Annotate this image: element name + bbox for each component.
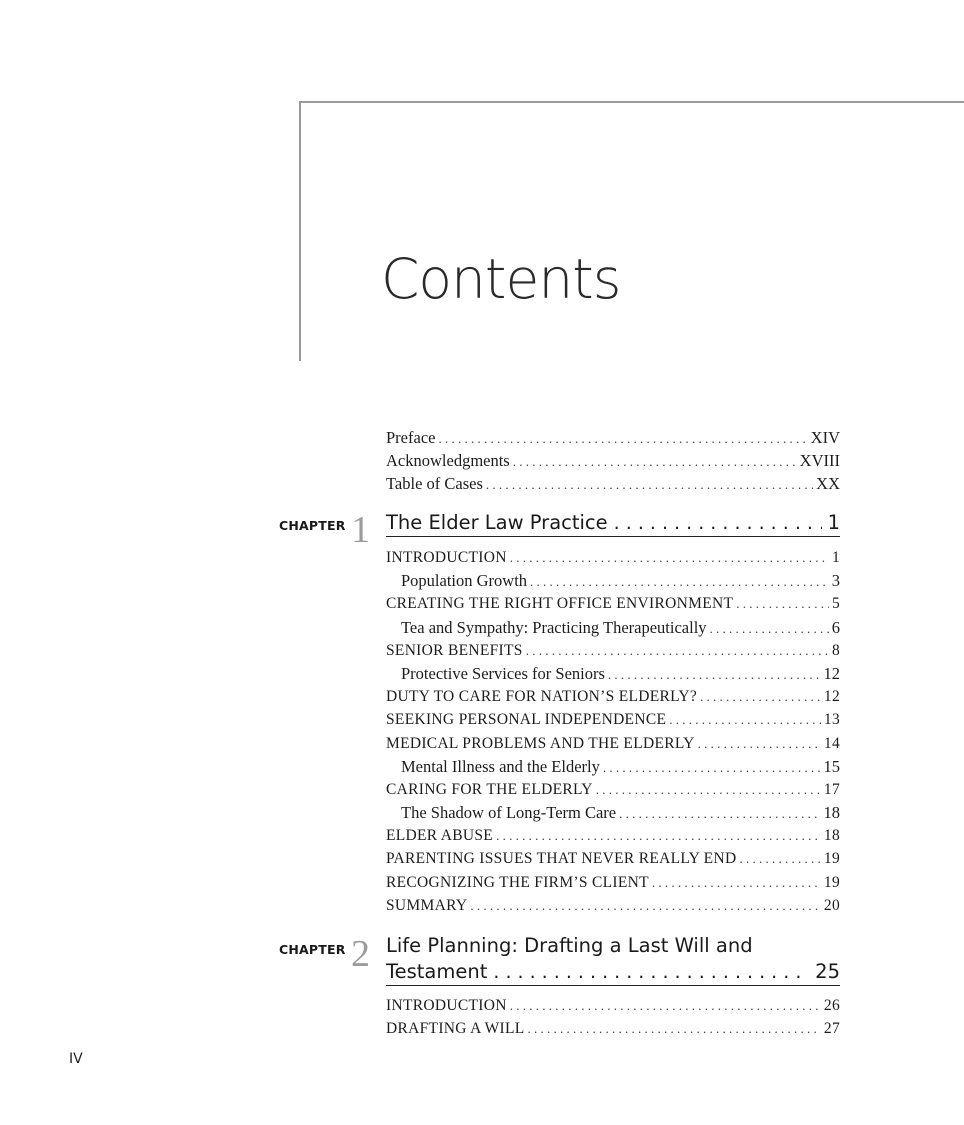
toc-entry-title: CARING FOR THE ELDERLY: [386, 780, 593, 798]
toc-entry-acknowledgments[interactable]: [386, 449, 840, 472]
dot-leader: [698, 732, 821, 755]
chapter-1-heading[interactable]: [386, 510, 840, 537]
toc-entry-page: 3: [831, 571, 840, 591]
dot-leader: [438, 427, 807, 450]
toc-entry-page: 26: [823, 997, 840, 1014]
toc-entry-page: XVIII: [799, 451, 840, 471]
toc-entry-preface[interactable]: [386, 426, 840, 449]
page-title: Contents: [381, 247, 621, 311]
toc-entry-page: 27: [823, 1020, 840, 1038]
chapter-2-number: 2: [351, 933, 370, 975]
toc-entry[interactable]: [386, 662, 840, 685]
toc-entry-title: MEDICAL PROBLEMS AND THE ELDERLY: [386, 734, 695, 752]
chapter-title: The Elder Law Practice: [386, 511, 608, 534]
chapter-1-label: CHAPTER: [279, 518, 346, 533]
toc-entry-page: 12: [823, 663, 840, 683]
toc-entry[interactable]: [386, 894, 840, 917]
toc-entry-title: Table of Cases: [386, 474, 483, 494]
chapter-title-line-1: Life Planning: Drafting a Last Will and: [386, 934, 753, 957]
toc-entry-title: Mental Illness and the Elderly: [401, 756, 600, 776]
chapter-2-label: CHAPTER: [279, 942, 346, 957]
toc-entry-page: 17: [823, 780, 840, 798]
toc-entry-title: SENIOR BENEFITS: [386, 641, 523, 659]
chapter-page: 1: [827, 511, 840, 534]
toc-entry-page: 8: [831, 641, 840, 659]
front-matter-list: [386, 426, 840, 496]
toc-entry[interactable]: [386, 639, 840, 662]
dot-leader: [596, 778, 821, 801]
chapter-2-sections: [386, 994, 840, 1040]
toc-entry-title: CREATING THE RIGHT OFFICE ENVIRONMENT: [386, 595, 734, 613]
toc-entry-table-of-cases[interactable]: [386, 472, 840, 495]
toc-entry[interactable]: [386, 569, 840, 592]
toc-entry-page: 13: [823, 711, 840, 729]
dot-leader: [510, 546, 829, 569]
toc-entry-title: DRAFTING A WILL: [386, 1020, 525, 1038]
toc-entry[interactable]: [386, 755, 840, 778]
toc-entry-title: Protective Services for Seniors: [401, 663, 605, 683]
toc-entry-page: 1: [831, 549, 840, 566]
toc-entry-page: 15: [823, 756, 840, 776]
toc-entry[interactable]: [386, 994, 840, 1017]
toc-entry-title: Population Growth: [401, 571, 528, 591]
toc-entry-page: 20: [823, 896, 840, 914]
chapter-page: 25: [815, 960, 840, 983]
toc-entry[interactable]: [386, 801, 840, 824]
toc-entry-title: PARENTING ISSUES THAT NEVER REALLY END: [386, 850, 737, 868]
toc-entry[interactable]: [386, 1017, 840, 1040]
title-frame-top-rule: [300, 101, 964, 103]
toc-entry-title: ELDER ABUSE: [386, 827, 494, 845]
dot-leader: [486, 473, 813, 496]
dot-leader: [470, 894, 821, 917]
toc-entry-title: Tea and Sympathy: Practicing Therapeutically: [401, 617, 707, 637]
toc-entry-title: RECOGNIZING THE FIRM’S CLIENT: [386, 873, 649, 891]
toc-entry-title: DUTY TO CARE FOR NATION’S ELDERLY?: [386, 688, 698, 706]
chapter-2-heading[interactable]: [386, 933, 840, 986]
toc-entry-page: 19: [823, 873, 840, 891]
toc-entry[interactable]: [386, 847, 840, 870]
dot-leader: [669, 708, 821, 731]
dot-leader: [614, 510, 822, 536]
toc-entry[interactable]: [386, 778, 840, 801]
toc-entry-page: 14: [823, 734, 840, 752]
dot-leader: [700, 685, 821, 708]
toc-entry-page: 5: [831, 595, 840, 613]
dot-leader: [528, 1017, 821, 1040]
toc-entry-title: SEEKING PERSONAL INDEPENDENCE: [386, 711, 667, 729]
dot-leader: [530, 570, 829, 593]
toc-entry-title: The Shadow of Long-Term Care: [401, 803, 617, 823]
dot-leader: [608, 663, 821, 686]
dot-leader: [603, 756, 821, 779]
toc-entry[interactable]: [386, 871, 840, 894]
toc-entry-page: XX: [816, 474, 840, 494]
dot-leader: [739, 847, 820, 870]
toc-entry-page: 18: [823, 827, 840, 845]
toc-entry-page: 19: [823, 850, 840, 868]
toc-entry-title: INTRODUCTION: [386, 997, 507, 1014]
toc-entry-page: XIV: [810, 428, 840, 447]
dot-leader: [493, 959, 809, 985]
title-frame-left-rule: [299, 101, 301, 361]
toc-entry[interactable]: [386, 685, 840, 708]
toc-entry-page: 18: [823, 803, 840, 823]
dot-leader: [710, 617, 829, 640]
toc-entry[interactable]: [386, 546, 840, 569]
toc-entry-title: INTRODUCTION: [386, 549, 507, 566]
toc-entry-page: 12: [823, 688, 840, 706]
toc-entry-title: Acknowledgments: [386, 451, 510, 471]
dot-leader: [736, 592, 829, 615]
dot-leader: [510, 994, 821, 1017]
dot-leader: [619, 802, 820, 825]
toc-entry[interactable]: [386, 708, 840, 731]
page-number: IV: [69, 1051, 83, 1067]
toc-entry[interactable]: [386, 616, 840, 639]
dot-leader: [496, 824, 821, 847]
dot-leader: [652, 871, 821, 894]
chapter-title-line-2: Testament: [386, 960, 488, 983]
chapter-1-number: 1: [351, 509, 370, 551]
toc-entry-page: 6: [831, 617, 840, 637]
toc-entry-title: Preface: [386, 428, 436, 447]
dot-leader: [513, 450, 797, 473]
toc-entry[interactable]: [386, 732, 840, 755]
toc-entry[interactable]: [386, 824, 840, 847]
chapter-1-sections: [386, 546, 840, 917]
toc-entry[interactable]: [386, 592, 840, 615]
dot-leader: [526, 639, 829, 662]
toc-entry-title: SUMMARY: [386, 896, 468, 914]
